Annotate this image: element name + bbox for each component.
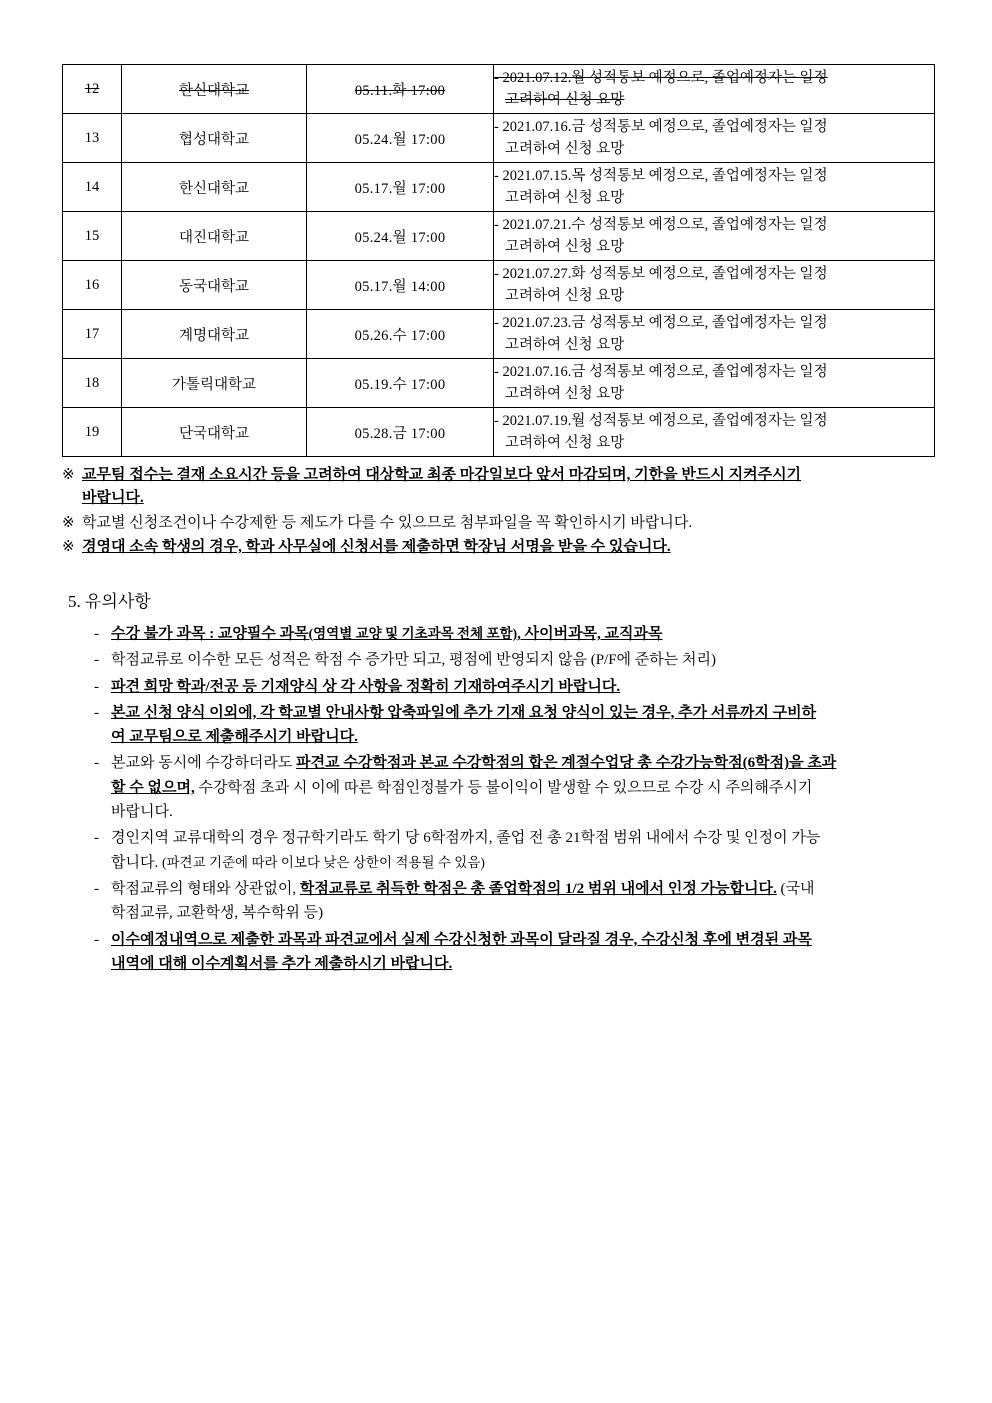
- bullet-dash: -: [94, 830, 99, 847]
- note-line-1: - 2021.07.16.금 성적통보 예정으로, 졸업예정자는 일정: [494, 363, 828, 380]
- bullet-seg: , 사이버과목, 교직과목: [517, 626, 663, 642]
- row-university: 단국대학교: [122, 408, 307, 457]
- row-deadline: 05.11.화 17:00: [307, 65, 494, 114]
- note-line-1: - 2021.07.16.금 성적통보 예정으로, 졸업예정자는 일정: [494, 118, 828, 135]
- table-row: [63, 310, 935, 359]
- row-note: [494, 212, 935, 261]
- row-university: 가톨릭대학교: [122, 359, 307, 408]
- bullet-text: 학점교류로 이수한 모든 성적은 학점 수 증가만 되고, 평점에 반영되지 않음 (P/F에 준하는 처리): [111, 652, 716, 669]
- bullet-seg: 수강학점 초과 시 이에 따른 학점인정불가 등 불이익이 발생할 수 있으므로 수강 시 주의해주시기: [194, 779, 813, 796]
- bullet-dash: -: [94, 626, 99, 642]
- note-line-1: - 2021.07.21.수 성적통보 예정으로, 졸업예정자는 일정: [494, 216, 828, 233]
- table-row: [63, 261, 935, 310]
- row-note: [494, 65, 935, 114]
- row-deadline: 05.19.수 17:00: [307, 359, 494, 408]
- list-item: [94, 928, 930, 977]
- row-number: 12: [63, 65, 122, 114]
- note-line-1: - 2021.07.19.월 성적통보 예정으로, 졸업예정자는 일정: [494, 412, 828, 429]
- note-line-1: - 2021.07.27.화 성적통보 예정으로, 졸업예정자는 일정: [494, 265, 828, 282]
- row-number: 14: [63, 163, 122, 212]
- bullet-text: [111, 877, 930, 926]
- row-university: 계명대학교: [122, 310, 307, 359]
- table-row: [63, 408, 935, 457]
- bullet-seg: 여 교무팀으로 제출해주시기 바랍니다.: [111, 729, 358, 746]
- bullet-seg: (영역별 교양 및 기초과목 전체 포함): [308, 626, 518, 641]
- row-number: 15: [63, 212, 122, 261]
- bullet-text: [111, 751, 930, 824]
- note-line-2: [494, 383, 934, 405]
- bullet-dash: -: [94, 931, 99, 948]
- list-item: [94, 701, 930, 750]
- bullet-seg: 수강 불가 과목 : 교양필수 과목: [111, 626, 309, 642]
- bullet-seg: 파견교 수강학점과 본교 수강학점의 합은 계절수업당 총 수강가능학점(6학점)을 초과: [296, 755, 837, 772]
- table-body: [63, 65, 935, 457]
- asterisk-mark: ※: [62, 467, 75, 483]
- asterisk-notes: [62, 464, 930, 559]
- bullet-text: [111, 622, 930, 646]
- list-item: [94, 877, 930, 926]
- row-note: [494, 310, 935, 359]
- bullet-dash: -: [94, 652, 99, 669]
- bullet-text: [111, 826, 930, 875]
- bullet-seg: 내역에 대해 이수계획서를 추가 제출하시기 바랍니다.: [111, 955, 453, 972]
- row-note: [494, 408, 935, 457]
- row-deadline: 05.24.월 17:00: [307, 212, 494, 261]
- notice-bullet-list: [94, 622, 930, 976]
- asterisk-note-line-2: 바랍니다.: [82, 490, 144, 507]
- note-line-2-text: 고려하여 신청 요망: [505, 239, 625, 255]
- bullet-dash: -: [94, 704, 99, 721]
- row-deadline: 05.28.금 17:00: [307, 408, 494, 457]
- note-line-2: [494, 138, 934, 160]
- bullet-seg: 바랍니다.: [111, 804, 173, 821]
- asterisk-mark: ※: [62, 514, 75, 531]
- bullet-seg: (파견교 기준에 따라 이보다 낮은 상한이 적용될 수 있음): [161, 854, 485, 870]
- bullet-seg: 본교 신청 양식 이외에, 각 학교별 안내사항 압축파일에 추가 기재 요청 양식이 있는 경우, 추가 서류까지 구비하: [111, 704, 817, 721]
- row-number: 17: [63, 310, 122, 359]
- asterisk-note-line-1: 교무팀 접수는 결재 소요시간 등을 고려하여 대상학교 최종 마감일보다 앞서 마감되며, 기한을 반드시 지켜주시기: [82, 467, 802, 483]
- bullet-seg: 경인지역 교류대학의 경우 정규학기라도 학기 당 6학점까지, 졸업 전 총 21학점 범위 내에서 수강 및 인정이 가능: [111, 830, 821, 847]
- asterisk-note-text: [82, 464, 930, 511]
- table-row: [63, 163, 935, 212]
- bullet-seg: 이수예정내역으로 제출한 과목과 파견교에서 실제 수강신청한 과목이 달라질 경우, 수강신청 후에 변경된 과목: [111, 931, 812, 948]
- exchange-schedule-table: [62, 64, 935, 457]
- note-line-2-text: 고려하여 신청 요망: [505, 92, 625, 108]
- notice-section: [62, 587, 930, 976]
- asterisk-note-text: 경영대 소속 학생의 경우, 학과 사무실에 신청서를 제출하면 학장님 서명을 받을 수 있습니다.: [82, 538, 671, 555]
- row-number: 16: [63, 261, 122, 310]
- table-row: [63, 359, 935, 408]
- note-line-2-text: 고려하여 신청 요망: [505, 386, 625, 402]
- row-number: 18: [63, 359, 122, 408]
- note-line-1: - 2021.07.12.월 성적통보 예정으로, 졸업예정자는 일정: [494, 69, 828, 86]
- bullet-dash: -: [94, 678, 99, 695]
- note-line-2: [494, 89, 934, 111]
- bullet-text: 파견 희망 학과/전공 등 기재양식 상 각 사항을 정확히 기재하여주시기 바랍니다.: [111, 678, 621, 695]
- document-content: [62, 64, 930, 978]
- note-line-2: [494, 285, 934, 307]
- asterisk-note: [62, 512, 930, 535]
- page-title: 5. 유의사항: [68, 592, 151, 611]
- list-item: [94, 622, 930, 646]
- asterisk-note: [62, 464, 930, 511]
- row-note: [494, 359, 935, 408]
- bullet-seg: 합니다.: [111, 854, 162, 871]
- table-row: [63, 114, 935, 163]
- bullet-text: [111, 928, 930, 977]
- note-line-2-text: 고려하여 신청 요망: [505, 141, 625, 157]
- bullet-seg: 학점교류의 형태와 상관없이,: [111, 880, 300, 897]
- bullet-seg: 본교와 동시에 수강하더라도: [111, 755, 297, 772]
- row-note: [494, 163, 935, 212]
- note-line-2-text: 고려하여 신청 요망: [505, 337, 625, 353]
- row-university: 협성대학교: [122, 114, 307, 163]
- bullet-dash: -: [94, 880, 99, 897]
- row-note: [494, 261, 935, 310]
- table-row: [63, 65, 935, 114]
- bullet-dash: -: [94, 755, 99, 772]
- row-university: 한신대학교: [122, 65, 307, 114]
- note-line-2-text: 고려하여 신청 요망: [505, 435, 625, 451]
- note-line-2: [494, 236, 934, 258]
- bullet-text: [111, 701, 930, 750]
- row-deadline: 05.17.월 17:00: [307, 163, 494, 212]
- note-line-2: [494, 187, 934, 209]
- row-university: 동국대학교: [122, 261, 307, 310]
- asterisk-mark: ※: [62, 538, 75, 555]
- list-item: [94, 648, 930, 672]
- row-number: 19: [63, 408, 122, 457]
- row-note: [494, 114, 935, 163]
- row-deadline: 05.24.월 17:00: [307, 114, 494, 163]
- note-line-2: [494, 334, 934, 356]
- row-deadline: 05.26.수 17:00: [307, 310, 494, 359]
- list-item: [94, 751, 930, 824]
- bullet-seg: 학점교류로 취득한 학점은 총 졸업학점의 1/2 범위 내에서 인정 가능합니다.: [299, 880, 777, 897]
- note-line-2: [494, 432, 934, 454]
- asterisk-note-text: 학교별 신청조건이나 수강제한 등 제도가 다를 수 있으므로 첨부파일을 꼭 확인하시기 바랍니다.: [82, 514, 693, 531]
- bullet-seg: 학점교류, 교환학생, 복수학위 등): [111, 905, 324, 922]
- bullet-seg: 할 수 없으며,: [111, 779, 195, 796]
- list-item: [94, 826, 930, 875]
- row-number: 13: [63, 114, 122, 163]
- note-line-2-text: 고려하여 신청 요망: [505, 288, 625, 304]
- note-line-2-text: 고려하여 신청 요망: [505, 190, 625, 206]
- note-line-1: - 2021.07.23.금 성적통보 예정으로, 졸업예정자는 일정: [494, 314, 828, 331]
- list-item: [94, 675, 930, 699]
- row-university: 대진대학교: [122, 212, 307, 261]
- table-row: [63, 212, 935, 261]
- row-deadline: 05.17.월 14:00: [307, 261, 494, 310]
- asterisk-note: [62, 536, 930, 559]
- row-university: 한신대학교: [122, 163, 307, 212]
- bullet-seg: (국내: [776, 880, 815, 897]
- note-line-1: - 2021.07.15.목 성적통보 예정으로, 졸업예정자는 일정: [494, 167, 828, 184]
